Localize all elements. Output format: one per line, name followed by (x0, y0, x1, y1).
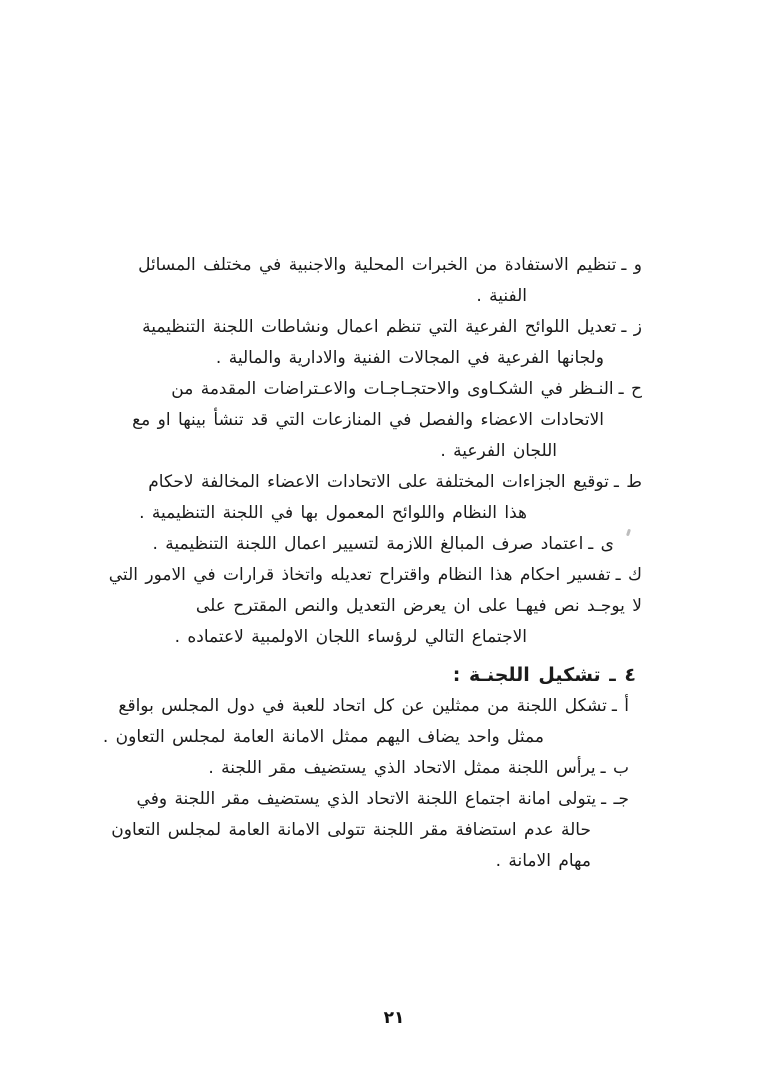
text-line: اللجان الفرعية . (440, 441, 557, 461)
text-line: ى ـاعتماد صرف المبالغ اللازمة لتسيير اعمال اللجنة التنظيمية . (150, 529, 642, 560)
sub-clause-list (102, 691, 629, 877)
text-line: ك ـتفسير احكام هذا النظام واقتراح تعديله واتخاذ قرارات في الامور التي (150, 560, 642, 591)
section-heading: ٤ ـ تشكيل اللجنـة : (452, 664, 636, 686)
list-item (138, 250, 642, 312)
item-marker: ط ـ (613, 472, 642, 492)
list-item (102, 691, 629, 753)
list-item (139, 467, 642, 529)
text-line: الفنية . (476, 286, 527, 306)
text-line: و ـتنظيم الاستفادة من الخبرات المحلية والاجنبية في مختلف المسائل (150, 250, 642, 281)
text-line: ممثل واحد يضاف اليهم ممثل الامانة العامة لمجلس التعاون . (102, 727, 544, 747)
item-marker: ب ـ (600, 758, 629, 778)
text-line: ب ـيرأس اللجنة ممثل الاتحاد الذي يستضيف مقر اللجنة . (150, 753, 629, 784)
item-marker: و ـ (621, 255, 642, 275)
item-marker: أ ـ (611, 696, 629, 716)
text-line: ط ـتوقيع الجزاءات المختلفة على الاتحادات الاعضاء المخالفة لاحكام (150, 467, 642, 498)
text-line: جـ ـيتولى امانة اجتماع اللجنة الاتحاد الذي يستضيف مقر اللجنة وفي (150, 784, 629, 815)
item-marker: جـ ـ (601, 789, 629, 809)
text-line: ز ـتعديل اللوائح الفرعية التي تنظم اعمال ونشاطات اللجنة التنظيمية (150, 312, 642, 343)
item-marker: ز ـ (621, 317, 642, 337)
page-content (102, 250, 642, 877)
list-item (132, 374, 642, 467)
text-line: أ ـتشكل اللجنة من ممثلين عن كل اتحاد للعبة في دول المجلس بواقع (150, 691, 629, 722)
list-item (150, 529, 642, 560)
text-line: مهام الامانة . (495, 851, 591, 871)
list-item (108, 560, 642, 653)
text-line: هذا النظام واللوائح المعمول بها في اللجنة التنظيمية . (139, 503, 527, 523)
text-line: ح ـالنـظر في الشكـاوى والاحتجـاجـات والاعـتراضات المقدمة من (150, 374, 642, 405)
item-marker: ح ـ (618, 379, 642, 399)
list-item (111, 784, 629, 877)
text-line: حالة عدم استضافة مقر اللجنة تتولى الامانة العامة لمجلس التعاون (111, 820, 591, 840)
text-line: لا يوجـد نص فيهـا على ان يعرض التعديل والنص المقترح على (195, 596, 642, 616)
item-marker: ك ـ (615, 565, 642, 585)
page-number: ٢١ (383, 1008, 405, 1028)
list-item (150, 753, 629, 784)
clause-list (108, 250, 642, 653)
item-marker: ى ـ (588, 534, 614, 554)
text-line: الاجتماع التالي لرؤساء اللجان الاولمبية لاعتماده . (174, 627, 527, 647)
text-line: الاتحادات الاعضاء والفصل في المنازعات التي قد تنشأ بينها او مع (132, 410, 604, 430)
list-item (142, 312, 642, 374)
text-line: ولجانها الفرعية في المجالات الفنية والادارية والمالية . (215, 348, 604, 368)
